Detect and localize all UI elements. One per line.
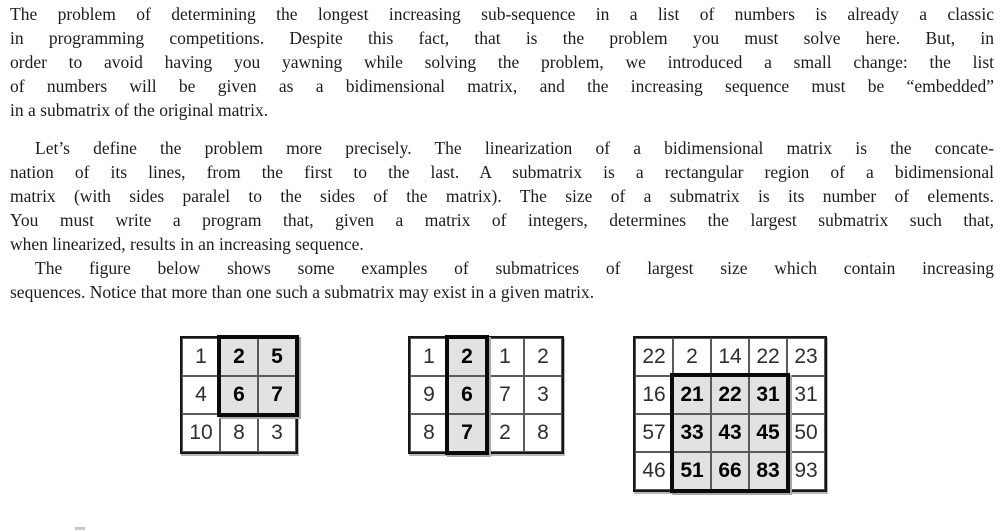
matrix-cell: 1 [486,338,524,376]
text-line: of numbers will be given as a bidimensional matrix, and the increasing sequence must be “embedded” [10,76,994,96]
matrix-cell: 14 [711,338,749,376]
matrix-cell: 31 [749,376,787,414]
matrix-cell: 6 [220,376,258,414]
text-line: in a submatrix of the original matrix. [10,100,269,120]
matrix-cell: 45 [749,414,787,452]
matrix-cell: 66 [711,452,749,490]
matrix-cell: 2 [448,338,486,376]
matrix-cell: 33 [673,414,711,452]
text-line: sequences. Notice that more than one such a submatrix may exist in a given matrix. [10,282,595,302]
matrix-cell: 93 [787,452,825,490]
paragraph-1 [10,2,994,122]
matrix-cell: 4 [182,376,220,414]
matrix-cell: 8 [410,414,448,452]
problem-text [10,0,994,304]
matrix-cell: 8 [524,414,562,452]
matrix-cell: 2 [220,338,258,376]
matrix-cell: 7 [448,414,486,452]
text-line: You must write a program that, given a matrix of integers, determines the largest submatrix such that, [10,210,994,230]
text-line: The problem of determining the longest increasing sub-sequence in a list of numbers is already a classic [10,4,994,24]
text-line: order to avoid having you yawning while solving the problem, we introduced a small change: the list [10,52,994,72]
text-line: nation of its lines, from the first to the last. A submatrix is a rectangular region of a bidimensional [10,162,994,182]
matrix-cell: 57 [635,414,673,452]
matrix-cell: 6 [448,376,486,414]
matrix-cell: 7 [486,376,524,414]
paragraph-3 [10,256,994,304]
example-matrix-2 [408,336,564,454]
example-matrix-1 [180,336,298,454]
matrix-cell: 10 [182,414,220,452]
matrix-cell: 2 [486,414,524,452]
matrix-cell: 21 [673,376,711,414]
matrix-cell: 3 [524,376,562,414]
example-matrix-3 [633,336,827,492]
matrix-cell: 1 [410,338,448,376]
clipped-text-fragment [75,527,85,530]
paragraph-2 [10,136,994,256]
text-line: The figure below shows some examples of submatrices of largest size which contain increasing [35,258,994,278]
matrix-cell: 3 [258,414,296,452]
matrix-cell: 7 [258,376,296,414]
matrix-cell: 31 [787,376,825,414]
matrix-cell: 5 [258,338,296,376]
matrix-cell: 50 [787,414,825,452]
matrix-cell: 2 [673,338,711,376]
matrix-cell: 1 [182,338,220,376]
matrix-cell: 43 [711,414,749,452]
matrix-cell: 8 [220,414,258,452]
matrix-cell: 16 [635,376,673,414]
matrix-cell: 51 [673,452,711,490]
text-line: matrix (with sides paralel to the sides of the matrix). The size of a submatrix is its number of elements. [10,186,994,206]
matrix-cell: 22 [749,338,787,376]
matrix-cell: 23 [787,338,825,376]
text-line: in programming competitions. Despite this fact, that is the problem you must solve here. But, in [10,28,994,48]
matrix-cell: 46 [635,452,673,490]
matrix-cell: 22 [711,376,749,414]
matrix-cell: 83 [749,452,787,490]
matrix-cell: 9 [410,376,448,414]
matrix-cell: 2 [524,338,562,376]
text-line: when linearized, results in an increasing sequence. [10,234,364,254]
matrix-cell: 22 [635,338,673,376]
text-line: Let’s define the problem more precisely. The linearization of a bidimensional matrix is the concate- [35,138,994,158]
